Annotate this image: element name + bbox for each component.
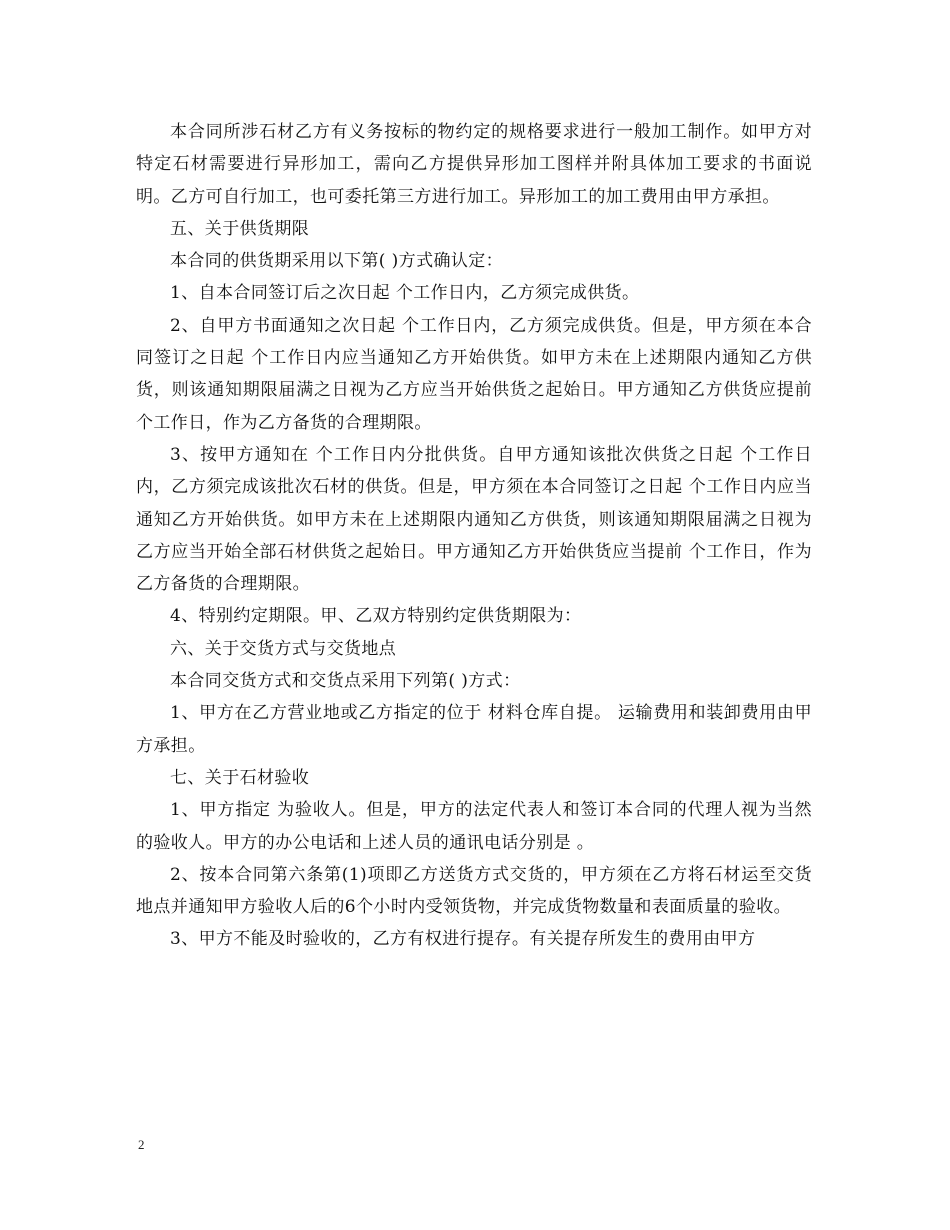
list-item: 3、按甲方通知在 个工作日内分批供货。自甲方通知该批次供货之日起 个工作日内，乙方须完成该批次石材的供货。但是，甲方须在本合同签订之日起 个工作日内应当通知乙方开始供货。如甲方未在上述期限内通知乙方供货，则该通知期限届满之日视为乙方应当开始全部石材供货之起始日。甲方通知乙方开始供货应当提前 个工作日，作为乙方备货的合理期限。 (136, 444, 812, 595)
list-item: 1、甲方指定 为验收人。但是，甲方的法定代表人和签订本合同的代理人视为当然的验收人。甲方的办公电话和上述人员的通讯电话分别是 。 (136, 800, 812, 853)
section-heading: 六、关于交货方式与交货地点 (170, 638, 397, 659)
list-item: 3、甲方不能及时验收的，乙方有权进行提存。有关提存所发生的费用由甲方 (170, 929, 756, 950)
list-item: 2、自甲方书面通知之次日起 个工作日内，乙方须完成供货。但是，甲方须在本合同签订之日起 个工作日内应当通知乙方开始供货。如甲方未在上述期限内通知乙方供货，则该通知期限届满之日视为乙方应当开始供货之起始日。甲方通知乙方供货应提前 个工作日，作为乙方备货的合理期限。 (136, 315, 812, 433)
list-item: 4、特别约定期限。甲、乙双方特别约定供货期限为： (170, 606, 582, 627)
list-item: 2、按本合同第六条第(1)项即乙方送货方式交货的，甲方须在乙方将石材运至交货地点并通知甲方验收人后的6个小时内受领货物，并完成货物数量和表面质量的验收。 (136, 864, 812, 918)
paragraph: 本合同交货方式和交货点采用下列第( )方式： (170, 671, 521, 692)
section-heading: 七、关于石材验收 (170, 767, 310, 788)
list-item: 1、自本合同签订后之次日起 个工作日内，乙方须完成供货。 (170, 283, 640, 304)
section-heading: 五、关于供货期限 (170, 218, 310, 239)
list-item: 1、甲方在乙方营业地或乙方指定的位于 材料仓库自提。 运输费用和装卸费用由甲方承担。 (136, 703, 812, 756)
paragraph: 本合同的供货期采用以下第( )方式确认定： (170, 251, 504, 272)
paragraph: 本合同所涉石材乙方有义务按标的物约定的规格要求进行一般加工制作。如甲方对特定石材需要进行异形加工，需向乙方提供异形加工图样并附具体加工要求的书面说明。乙方可自行加工，也可委托第三方进行加工。异形加工的加工费用由甲方承担。 (136, 122, 812, 207)
document-body (136, 116, 812, 956)
page-number: 2 (138, 1137, 145, 1152)
